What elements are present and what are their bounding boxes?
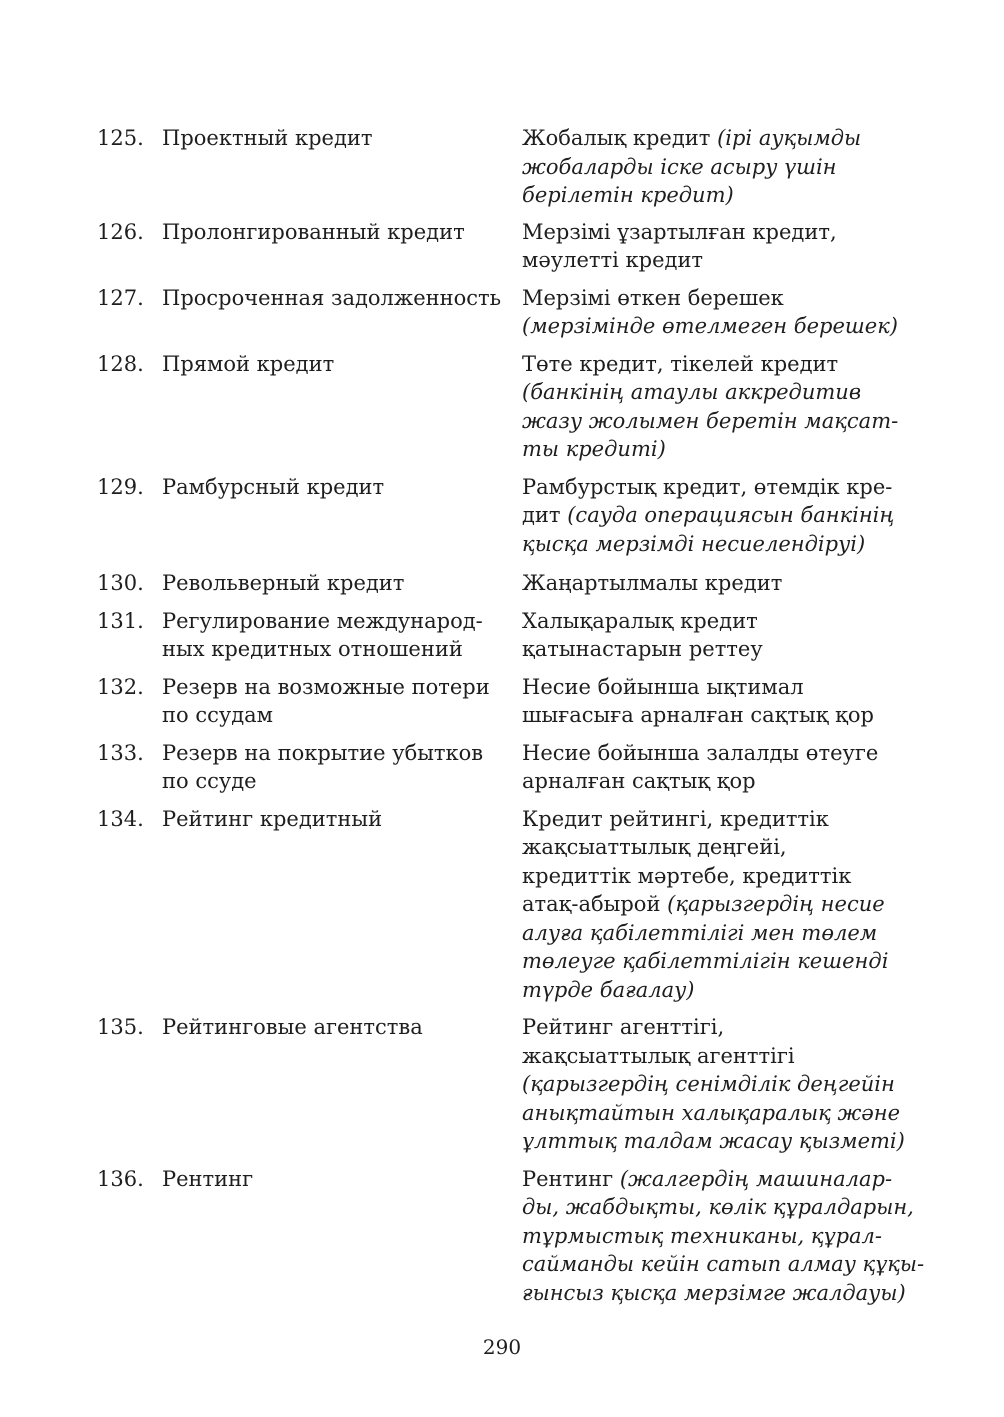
glossary-entry	[97, 739, 927, 796]
kazakh-translation	[522, 739, 922, 796]
kazakh-translation-line	[522, 1193, 922, 1222]
entry-number: 133.	[97, 740, 144, 765]
russian-term	[162, 805, 522, 834]
translation-text: қатынастарын реттеу	[522, 637, 763, 661]
russian-term-line: Рентинг	[162, 1166, 254, 1191]
glossary-entry	[97, 673, 927, 730]
kazakh-translation	[522, 805, 922, 1005]
russian-term	[162, 1165, 522, 1194]
kazakh-translation-line	[522, 246, 922, 275]
kazakh-translation-line	[522, 701, 922, 730]
entry-number: 132.	[97, 674, 144, 699]
explanation-text: жазу жолымен беретін мақсат-	[522, 408, 899, 433]
kazakh-translation-line	[522, 501, 922, 530]
russian-term	[162, 607, 522, 664]
kazakh-translation-line	[522, 1222, 922, 1251]
entry-number: 134.	[97, 806, 144, 831]
kazakh-translation-line	[522, 890, 922, 919]
glossary-entry	[97, 218, 927, 275]
translation-text: Несие бойынша ықтимал	[522, 674, 804, 699]
kazakh-translation	[522, 218, 922, 275]
kazakh-translation	[522, 607, 922, 664]
translation-text: кредиттік мәртебе, кредиттік	[522, 863, 852, 888]
kazakh-translation-line	[522, 181, 922, 210]
translation-text: жақсыаттылық деңгейі,	[522, 835, 787, 859]
russian-term-line: Револьверный кредит	[162, 571, 405, 595]
glossary-entry	[97, 284, 927, 341]
translation-text: жақсыаттылық агенттігі	[522, 1043, 795, 1068]
entry-list	[97, 124, 927, 1307]
kazakh-translation-line	[522, 153, 922, 182]
russian-term-line: ных кредитных отношений	[162, 637, 463, 661]
translation-text: атақ-абырой	[522, 892, 668, 916]
entry-number: 129.	[97, 474, 144, 499]
kazakh-translation-line	[522, 833, 922, 862]
translation-text: арналған сақтық қор	[522, 769, 756, 793]
kazakh-translation	[522, 1013, 922, 1156]
glossary-entry	[97, 1013, 927, 1156]
kazakh-translation-line	[522, 1013, 922, 1042]
kazakh-translation-line	[522, 919, 922, 948]
translation-text: Рамбурстық кредит, өтемдік кре-	[522, 474, 893, 499]
explanation-text: (сауда операциясын банкінің	[567, 503, 895, 527]
kazakh-translation-line	[522, 1099, 922, 1128]
kazakh-translation	[522, 673, 922, 730]
translation-text: Төте кредит, тікелей кредит	[522, 351, 839, 376]
entry-number: 131.	[97, 608, 144, 633]
russian-term-line: Резерв на возможные потери	[162, 674, 490, 699]
explanation-text: тұрмыстық техниканы, құрал-	[522, 1223, 883, 1248]
kazakh-translation-line	[522, 473, 922, 502]
translation-text: Кредит рейтингі, кредиттік	[522, 806, 829, 831]
explanation-text: (жалгердің машиналар-	[619, 1166, 893, 1191]
kazakh-translation-line	[522, 1070, 922, 1099]
kazakh-translation	[522, 569, 922, 598]
kazakh-translation-line	[522, 407, 922, 436]
russian-term-line: Просроченная задолженность	[162, 285, 502, 310]
kazakh-translation-line	[522, 124, 922, 153]
explanation-text: ты кредиті)	[522, 437, 666, 461]
explanation-text: төлеуге қабілеттілігін кешенді	[522, 949, 889, 973]
russian-term-line: по ссудам	[162, 703, 273, 727]
explanation-text: (қарызгердің несие	[667, 892, 885, 916]
explanation-text: түрде бағалау)	[522, 977, 695, 1002]
kazakh-translation-line	[522, 378, 922, 407]
kazakh-translation-line	[522, 1127, 922, 1156]
explanation-text: ғынсыз қысқа мерзімге жалдауы)	[522, 1280, 906, 1305]
kazakh-translation-line	[522, 739, 922, 768]
explanation-text: ұлттық талдам жасау қызметі)	[522, 1129, 905, 1153]
kazakh-translation-line	[522, 569, 922, 598]
kazakh-translation-line	[522, 673, 922, 702]
glossary-entry	[97, 607, 927, 664]
kazakh-translation-line	[522, 218, 922, 247]
translation-text: Рейтинг агенттігі,	[522, 1015, 725, 1039]
translation-text: мәулетті кредит	[522, 248, 704, 272]
page-number: 290	[482, 1335, 522, 1359]
glossary-entry	[97, 350, 927, 464]
translation-text: Мерзімі өткен берешек	[522, 285, 784, 310]
translation-text: Рентинг	[522, 1166, 620, 1191]
translation-text: шығасыға арналған сақтық қор	[522, 703, 874, 727]
kazakh-translation-line	[522, 635, 922, 664]
glossary-entry	[97, 1165, 927, 1308]
russian-term-line: Пролонгированный кредит	[162, 219, 465, 244]
explanation-text: (мерзімінде өтелмеген берешек)	[522, 314, 898, 338]
kazakh-translation-line	[522, 767, 922, 796]
explanation-text: сайманды кейін сатып алмау құқы-	[522, 1252, 925, 1276]
russian-term-line: Резерв на покрытие убытков	[162, 740, 484, 765]
russian-term	[162, 284, 522, 313]
kazakh-translation	[522, 1165, 925, 1308]
russian-term-line: по ссуде	[162, 769, 257, 793]
translation-text: Несие бойынша залалды өтеуге	[522, 740, 879, 765]
translation-text: Жобалық кредит	[522, 126, 718, 150]
kazakh-translation	[522, 124, 922, 210]
translation-text: Жаңартылмалы кредит	[522, 571, 783, 595]
russian-term	[162, 739, 522, 796]
entry-number: 135.	[97, 1015, 144, 1039]
glossary-entry	[97, 124, 927, 210]
kazakh-translation-line	[522, 862, 922, 891]
russian-term-line: Прямой кредит	[162, 351, 335, 376]
kazakh-translation	[522, 284, 922, 341]
glossary-entry	[97, 805, 927, 1005]
russian-term	[162, 350, 522, 379]
entry-number: 128.	[97, 351, 144, 376]
kazakh-translation-line	[522, 947, 922, 976]
russian-term-line: Рейтинговые агентства	[162, 1015, 423, 1039]
russian-term-line: Регулирование международ-	[162, 608, 483, 633]
kazakh-translation-line	[522, 1042, 922, 1071]
russian-term-line: Рейтинг кредитный	[162, 806, 383, 831]
kazakh-translation-line	[522, 1165, 922, 1194]
kazakh-translation-line	[522, 805, 922, 834]
russian-term-line: Проектный кредит	[162, 126, 373, 150]
explanation-text: қысқа мерзімді несиелендіруі)	[522, 531, 866, 556]
entry-number: 130.	[97, 571, 144, 595]
kazakh-translation	[522, 350, 922, 464]
kazakh-translation-line	[522, 607, 922, 636]
kazakh-translation-line	[522, 1279, 922, 1308]
explanation-text: (ірі ауқымды	[717, 126, 862, 150]
explanation-text: берілетін кредит)	[522, 183, 734, 207]
kazakh-translation	[522, 473, 922, 559]
kazakh-translation-line	[522, 312, 922, 341]
russian-term	[162, 218, 522, 247]
translation-text: Халықаралық кредит	[522, 608, 758, 633]
kazakh-translation-line	[522, 976, 922, 1005]
explanation-text: жобаларды іске асыру үшін	[522, 154, 837, 179]
explanation-text: алуға қабілеттілігі мен төлем	[522, 920, 878, 945]
translation-text: дит	[522, 503, 568, 527]
explanation-text: анықтайтын халықаралық және	[522, 1100, 901, 1125]
kazakh-translation-line	[522, 530, 922, 559]
russian-term	[162, 569, 522, 598]
explanation-text: (банкінің атаулы аккредитив	[522, 380, 862, 404]
explanation-text: (қарызгердің сенімділік деңгейін	[522, 1072, 895, 1096]
kazakh-translation-line	[522, 284, 922, 313]
glossary-entry	[97, 569, 927, 598]
russian-term	[162, 1013, 522, 1042]
explanation-text: ды, жабдықты, көлік құралдарын,	[522, 1195, 914, 1219]
kazakh-translation-line	[522, 350, 922, 379]
glossary-entry	[97, 473, 927, 559]
entry-number: 125.	[97, 126, 144, 150]
translation-text: Мерзімі ұзартылған кредит,	[522, 219, 837, 244]
entry-number: 126.	[97, 219, 144, 244]
russian-term-line: Рамбурсный кредит	[162, 474, 385, 499]
entry-number: 136.	[97, 1166, 144, 1191]
russian-term	[162, 473, 522, 502]
kazakh-translation-line	[522, 1250, 925, 1279]
entry-number: 127.	[97, 285, 144, 310]
russian-term	[162, 124, 522, 153]
russian-term	[162, 673, 522, 730]
kazakh-translation-line	[522, 435, 922, 464]
